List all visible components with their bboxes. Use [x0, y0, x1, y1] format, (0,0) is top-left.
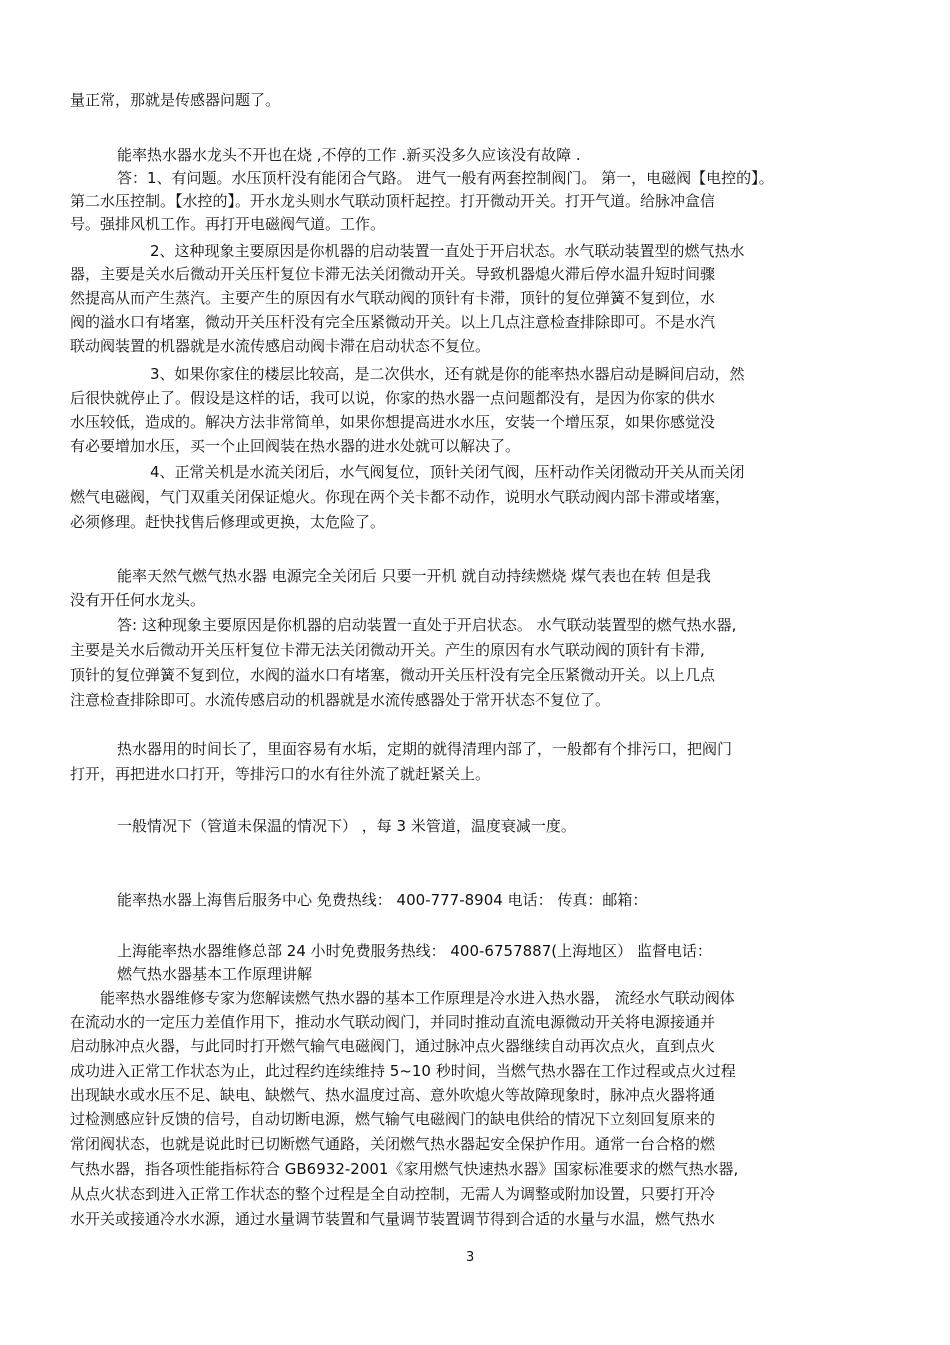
text-line: 2、这种现象主要原因是你机器的启动装置一直处于开启状态。水气联动装置型的燃气热水 [150, 242, 745, 260]
text-line: 在流动水的一定压力差值作用下，推动水气联动阀门，并同时推动直流电源微动开关将电源接通并 [70, 1013, 716, 1031]
text-line: 热水器用的时间长了，里面容易有水垢，定期的就得清理内部了，一般都有个排污口，把阀门 [117, 740, 733, 758]
section-title: 燃气热水器基本工作原理讲解 [117, 965, 313, 983]
text-line: 3、如果你家住的楼层比较高，是二次供水，还有就是你的能率热水器启动是瞬间启动，然 [150, 365, 745, 383]
contact-line: 上海能率热水器维修总部 24 小时免费服务热线： 400-6757887(上海地区） 监督电话： [117, 942, 712, 960]
text-line: 然提高从而产生蒸汽。主要产生的原因有水气联动阀的顶针有卡滞，顶针的复位弹簧不复到位，水 [70, 289, 716, 307]
text-line: 常闭阀状态，也就是说此时已切断燃气通路，关闭燃气热水器起安全保护作用。通常一台合格的燃 [70, 1135, 716, 1153]
text-line: 答：1、有问题。水压顶杆没有能闭合气路。 进气一般有两套控制阀门。 第一，电磁阀【电控的】。 [117, 169, 774, 187]
text-line: 成功进入正常工作状态为止，此过程约连续维持 5~10 秒时间，当燃气热水器在工作过程或点火过程 [70, 1062, 736, 1080]
text-line: 出现缺水或水压不足、缺电、缺燃气、热水温度过高、意外吹熄火等故障现象时，脉冲点火器将通 [70, 1086, 716, 1104]
page-number: 3 [466, 1250, 475, 1265]
text-line: 必须修理。赶快找售后修理或更换，太危险了。 [70, 513, 386, 531]
text-line: 量正常，那就是传感器问题了。 [70, 91, 281, 109]
text-line: 燃气电磁阀，气门双重关闭保证熄火。你现在两个关卡都不动作，说明水气联动阀内部卡滞或堵塞， [70, 488, 731, 506]
text-line: 气热水器，指各项性能指标符合 GB6932-2001《家用燃气快速热水器》国家标准要求的燃气热水器, [70, 1160, 739, 1178]
text-line: 没有开任何水龙头。 [70, 591, 206, 609]
text-line: 联动阀装置的机器就是水流传感启动阀卡滞在启动状态不复位。 [70, 337, 491, 355]
text-line: 一般情况下（管道未保温的情况下） ，每 3 米管道，温度衰减一度。 [117, 817, 576, 835]
text-line: 注意检查排除即可。水流传感启动的机器就是水流传感器处于常开状态不复位了。 [70, 691, 611, 709]
text-line: 从点火状态到进入正常工作状态的整个过程是全自动控制，无需人为调整或附加设置，只要打开冷 [70, 1185, 716, 1203]
text-line: 水压较低，造成的。解决方法非常简单，如果你想提高进水水压，安装一个增压泵，如果你感觉没 [70, 413, 716, 431]
text-line: 第二水压控制。【水控的】。开水龙头则水气联动顶杆起控。打开微动开关。打开气道。给脉冲盒信 [70, 192, 716, 210]
text-line: 水开关或接通冷水水源，通过水量调节装置和气量调节装置调节得到合适的水量与水温，燃气热水 [70, 1210, 716, 1228]
text-line: 打开，再把进水口打开，等排污口的水有往外流了就赶紧关上。 [70, 765, 491, 783]
text-line: 能率热水器水龙头不开也在烧 ,不停的工作 .新买没多久应该没有故障 . [117, 146, 581, 164]
text-line: 答: 这种现象主要原因是你机器的启动装置一直处于开启状态。 水气联动装置型的燃气热水器, [117, 616, 737, 634]
text-line: 有必要增加水压，买一个止回阀装在热水器的进水处就可以解决了。 [70, 437, 521, 455]
text-line: 号。强排风机工作。再打开电磁阀气道。工作。 [70, 215, 386, 233]
text-line: 能率热水器维修专家为您解读燃气热水器的基本工作原理是冷水进入热水器， 流经水气联动阀体 [100, 989, 735, 1007]
text-line: 4、正常关机是水流关闭后，水气阀复位，顶针关闭气阀，压杆动作关闭微动开关从而关闭 [150, 463, 745, 481]
text-line: 阀的溢水口有堵塞，微动开关压杆没有完全压紧微动开关。以上几点注意检查排除即可。不是水汽 [70, 313, 716, 331]
text-line: 能率天然气燃气热水器 电源完全关闭后 只要一开机 就自动持续燃烧 煤气表也在转 但是我 [117, 567, 711, 585]
text-line: 顶针的复位弹簧不复到位，水阀的溢水口有堵塞，微动开关压杆没有完全压紧微动开关。以上几点 [70, 666, 716, 684]
text-line: 器，主要是关水后微动开关压杆复位卡滞无法关闭微动开关。导致机器熄火滞后停水温升短时间骤 [70, 265, 716, 283]
text-line: 过检测感应针反馈的信号，自动切断电源，燃气输气电磁阀门的缺电供给的情况下立刻回复原来的 [70, 1110, 716, 1128]
contact-line: 能率热水器上海售后服务中心 免费热线： 400-777-8904 电话： 传真：邮箱： [117, 891, 648, 909]
text-line: 后很快就停止了。假设是这样的话，我可以说，你家的热水器一点问题都没有，是因为你家的供水 [70, 389, 716, 407]
text-line: 启动脉冲点火器，与此同时打开燃气输气电磁阀门，通过脉冲点火器继续自动再次点火，直到点火 [70, 1037, 716, 1055]
text-line: 主要是关水后微动开关压杆复位卡滞无法关闭微动开关。产生的原因有水气联动阀的顶针有卡滞, [70, 641, 705, 659]
